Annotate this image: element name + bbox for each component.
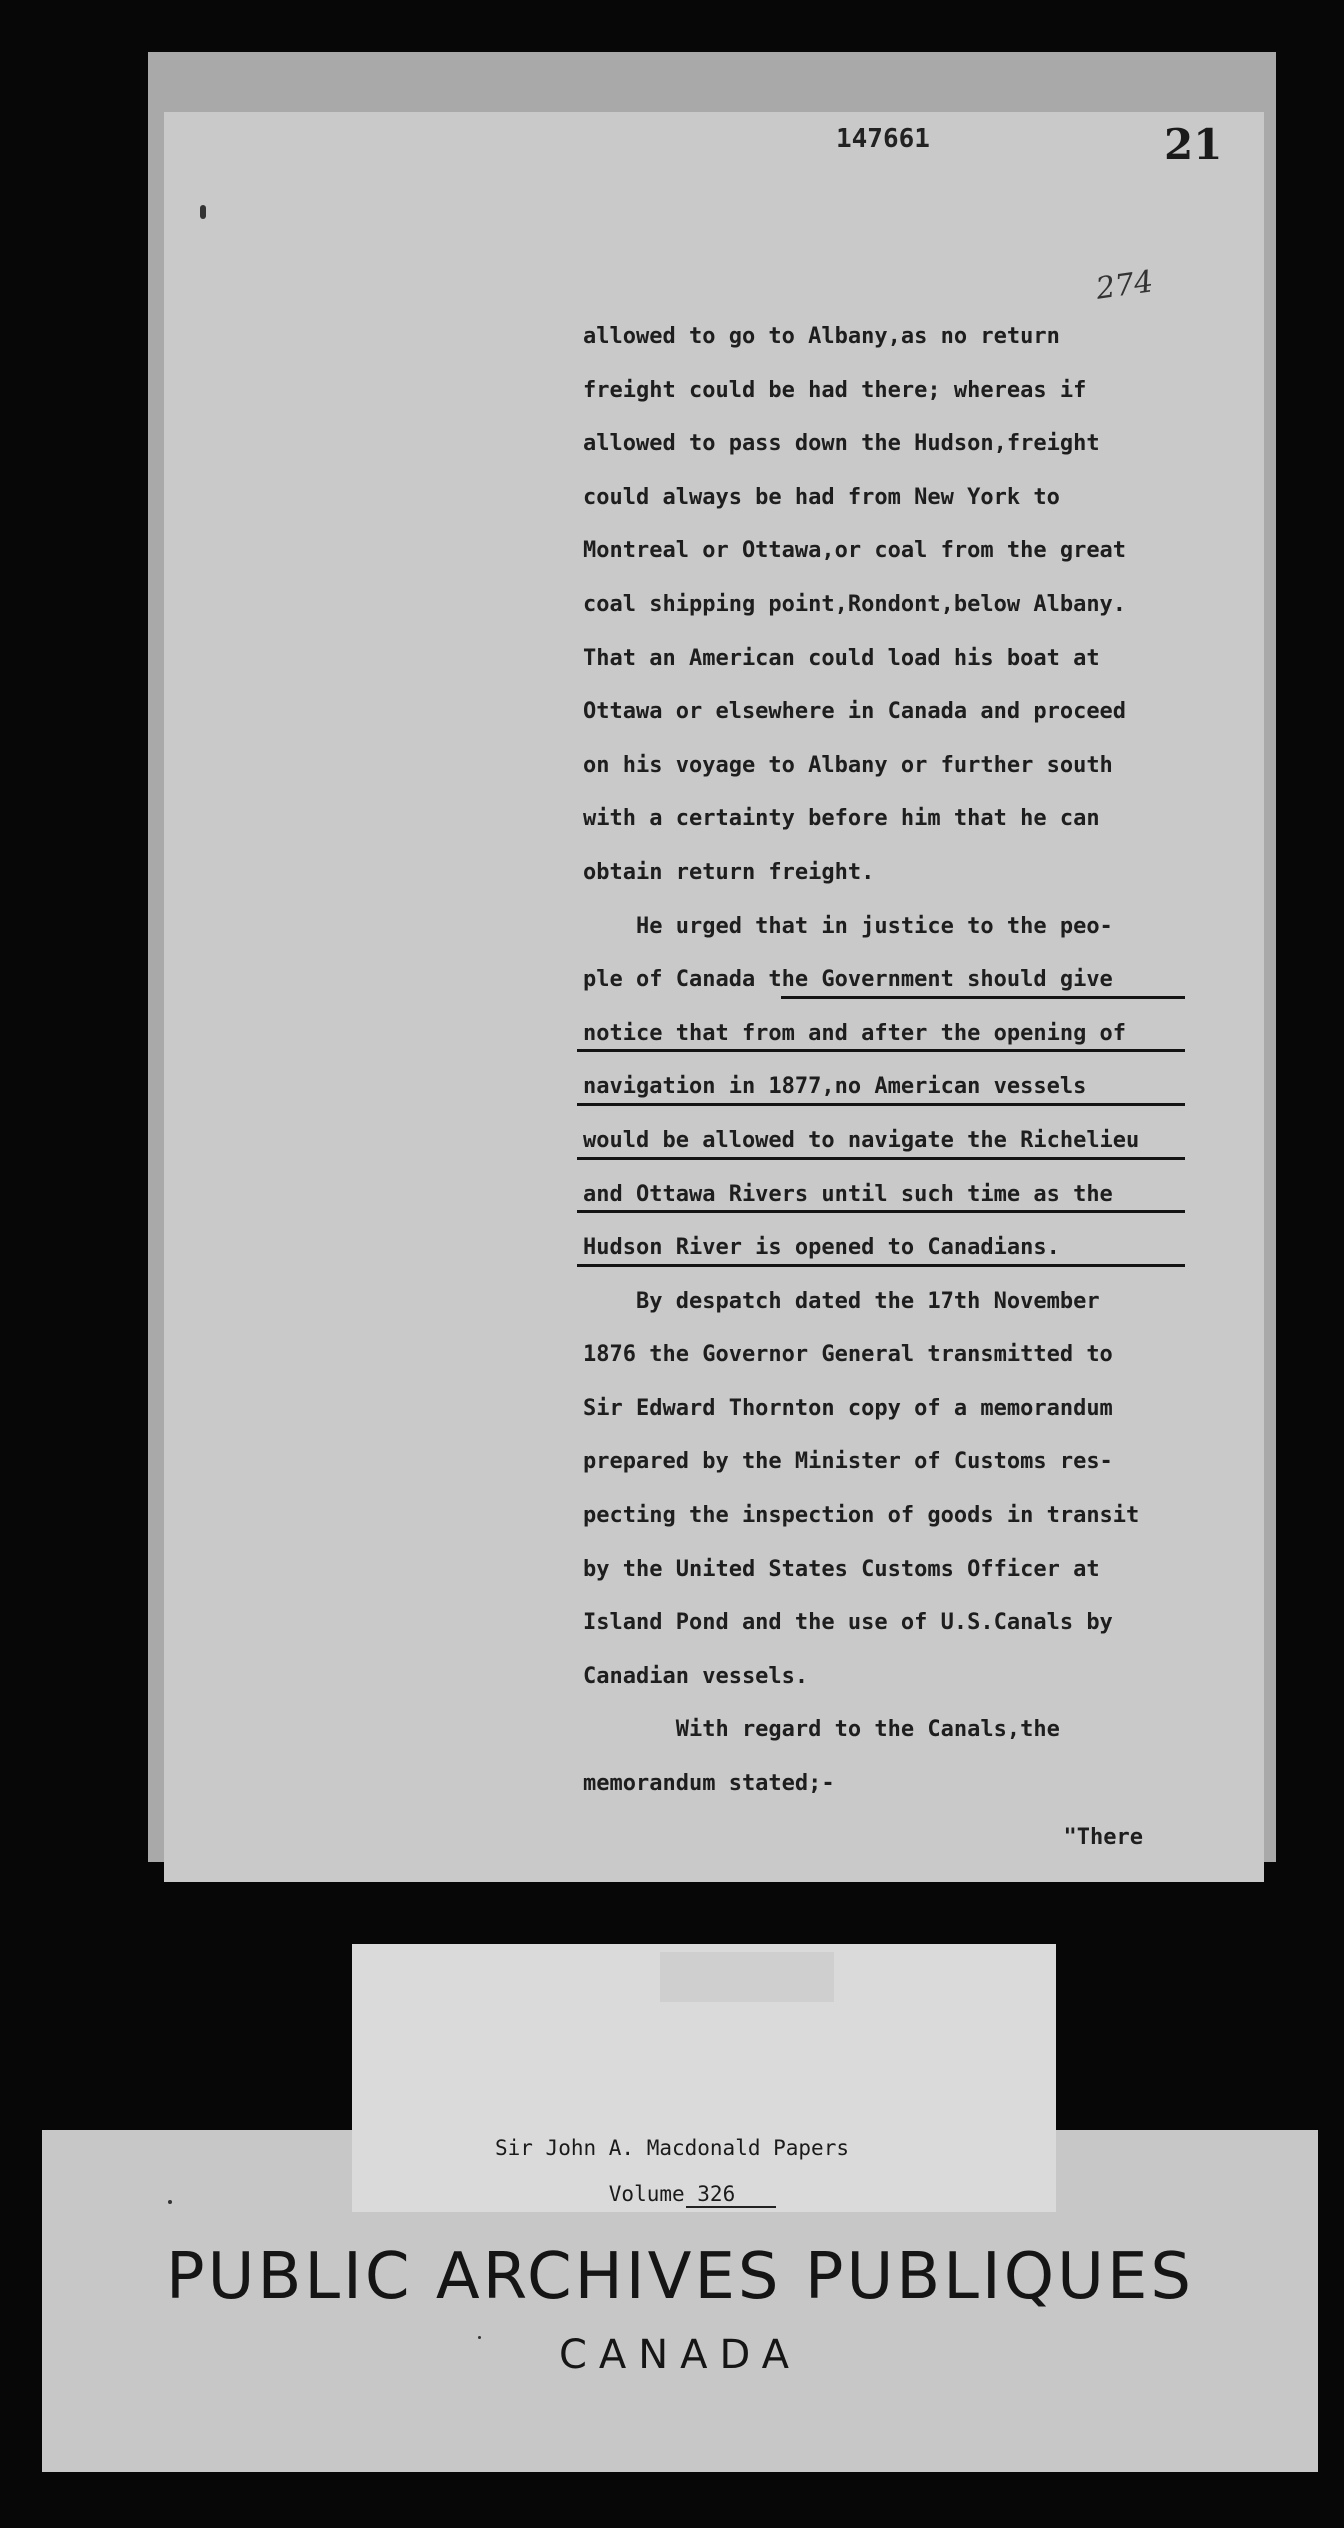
volume-underline [686, 2206, 776, 2208]
archive-country: CANADA [558, 2332, 802, 2378]
text-line: memorandum stated;- [583, 1771, 835, 1797]
text-line: obtain return freight. [583, 859, 875, 885]
text-line: Montreal or Ottawa,or coal from the great [583, 538, 1127, 564]
text-line: With regard to the Canals,the [583, 1717, 1060, 1743]
text-line: allowed to go to Albany,as no return [583, 324, 1060, 349]
handwritten-folio-number: 274 [1093, 264, 1156, 307]
underlined-text-line: ple of Canada the Government should give [583, 953, 1203, 1007]
text-line: That an American could load his boat at [583, 645, 1100, 671]
ink-speck [200, 205, 206, 219]
catchword: "There [1063, 1824, 1143, 1850]
archive-title: PUBLIC ARCHIVES PUBLIQUES [166, 2240, 1194, 2314]
text-line: 1876 the Governor General transmitted to [583, 1342, 1113, 1368]
page-number: 21 [1164, 120, 1223, 169]
text-line: freight could be had there; whereas if [583, 377, 1087, 403]
text-line: pecting the inspection of goods in transit [583, 1503, 1140, 1529]
text-line: allowed to pass down the Hudson,freight [583, 431, 1100, 457]
document-number: 147661 [836, 124, 930, 154]
text-line: by the United States Customs Officer at [583, 1556, 1100, 1582]
collection-name: Sir John A. Macdonald Papers [494, 2136, 849, 2160]
volume-label: Volume 326 [608, 2182, 736, 2206]
underlined-text-line: Hudson River is opened to Canadians. [583, 1221, 1203, 1275]
typed-body-text [583, 310, 1203, 1864]
text-line: He urged that in justice to the peo- [583, 913, 1113, 939]
text-line: coal shipping point,Rondont,below Albany. [583, 591, 1127, 617]
text-line: Ottawa or elsewhere in Canada and proceed [583, 699, 1127, 725]
text-line: Island Pond and the use of U.S.Canals by [583, 1610, 1113, 1636]
text-line: could always be had from New York to [583, 484, 1060, 510]
underlined-text-line: and Ottawa Rivers until such time as the [583, 1168, 1203, 1222]
underlined-text-line: notice that from and after the opening of [583, 1007, 1203, 1061]
text-line: on his voyage to Albany or further south [583, 752, 1113, 778]
underlined-text-line: navigation in 1877,no American vessels [583, 1060, 1203, 1114]
text-line: with a certainty before him that he can [583, 806, 1100, 832]
text-line: Sir Edward Thornton copy of a memorandum [583, 1395, 1113, 1421]
speck [478, 2336, 481, 2339]
text-line: prepared by the Minister of Customs res- [583, 1449, 1113, 1475]
speck [168, 2200, 172, 2204]
underlined-text-line: would be allowed to navigate the Richelieu [583, 1114, 1203, 1168]
label-card-tab [660, 1952, 834, 2002]
text-line: Canadian vessels. [583, 1663, 809, 1689]
text-line: By despatch dated the 17th November [583, 1288, 1100, 1314]
